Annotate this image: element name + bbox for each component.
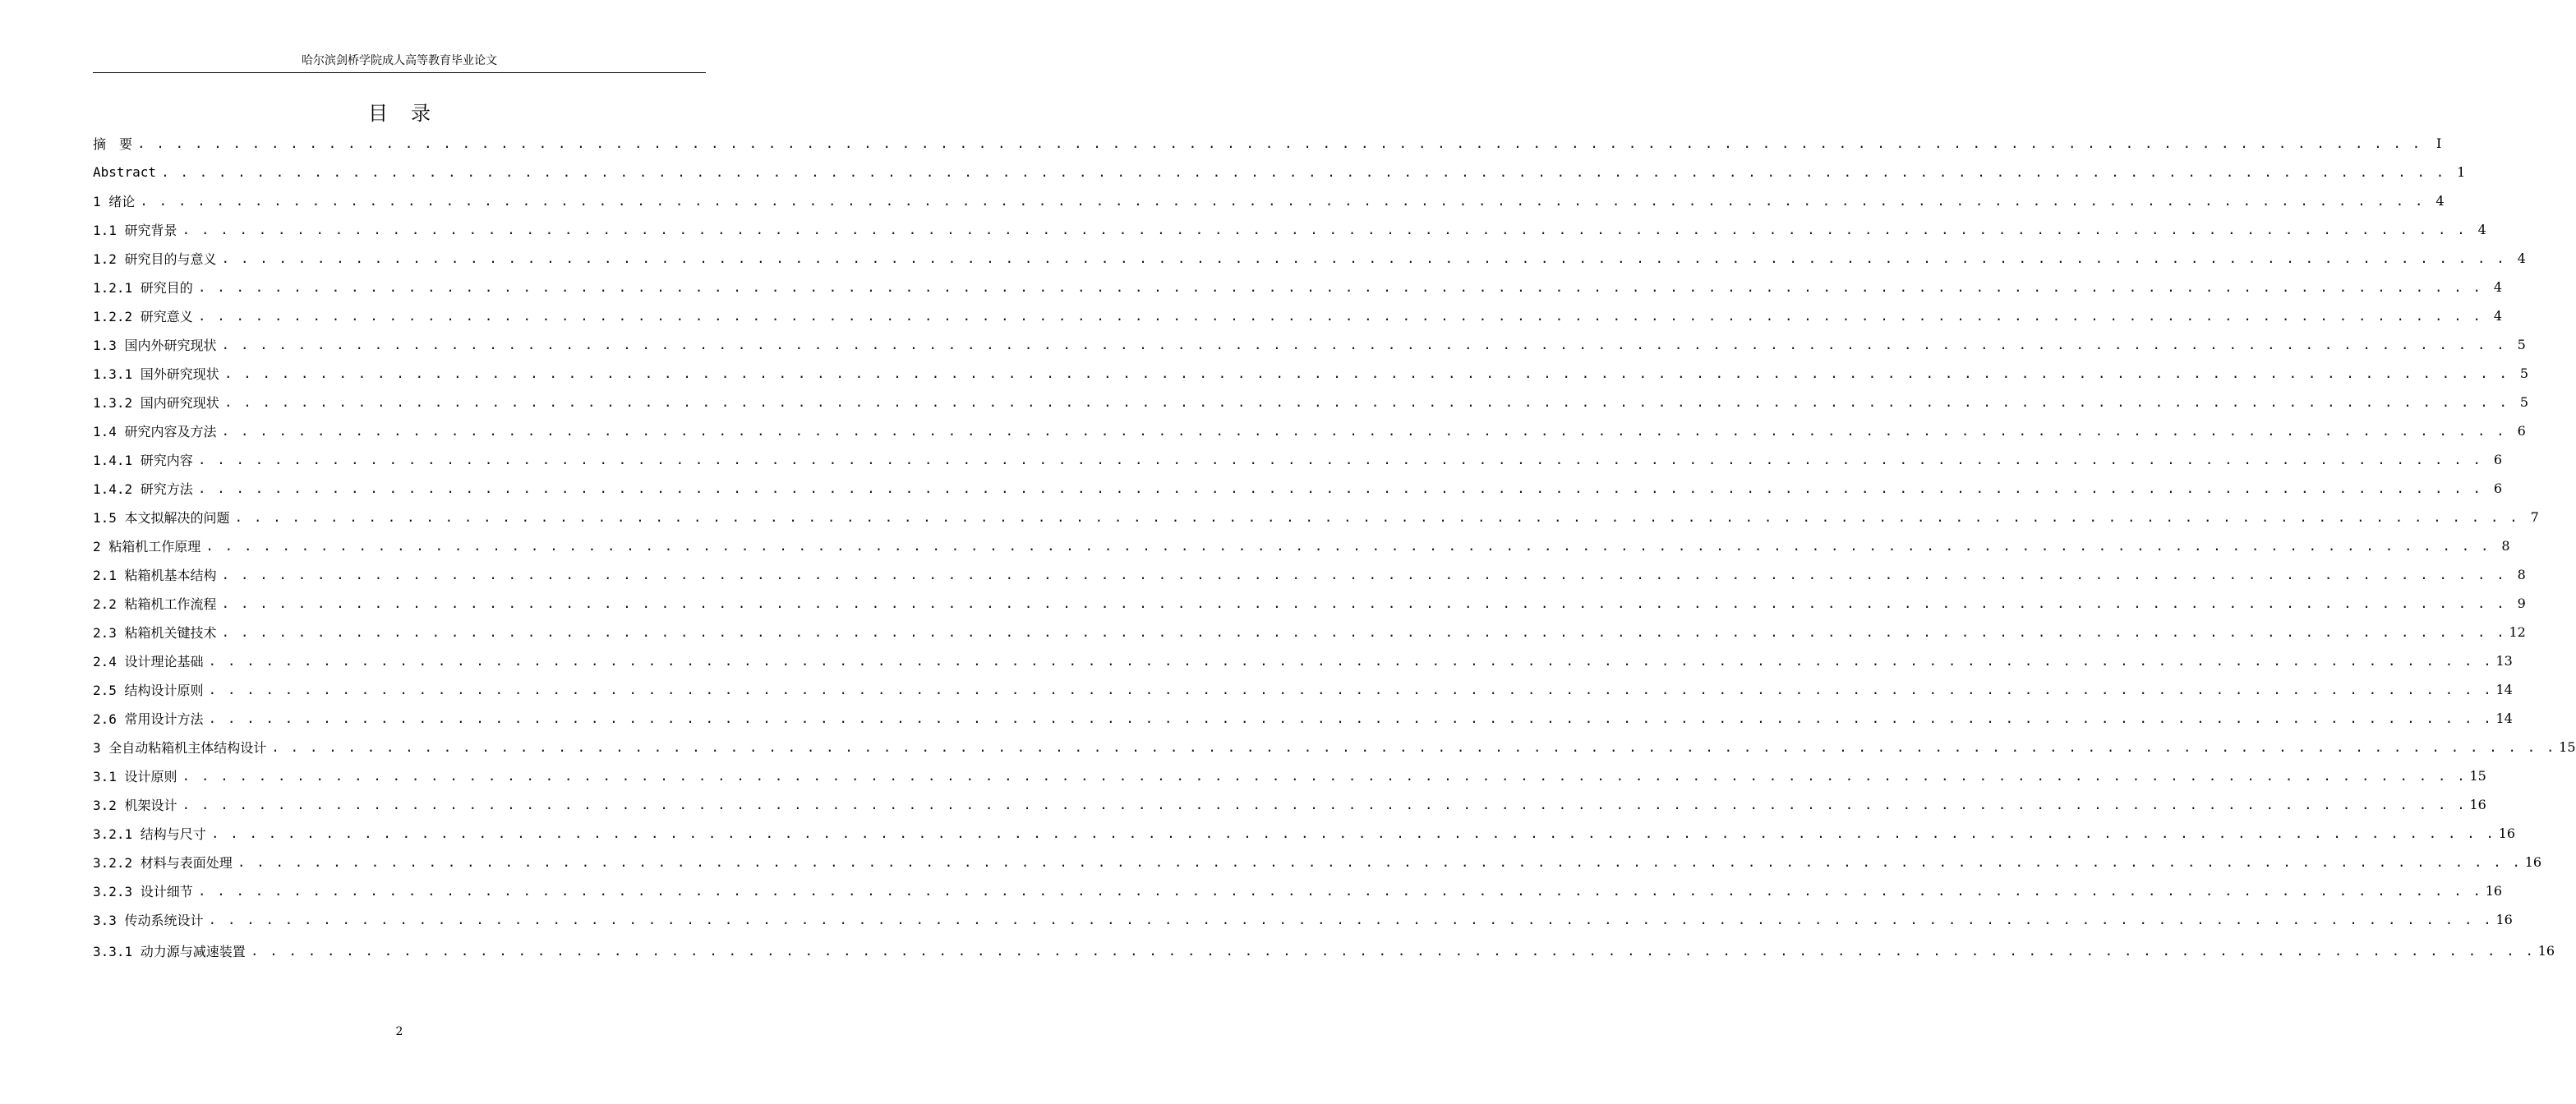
toc-entry-page: 6 [2493,452,2503,467]
toc-entry-label: 3.3.1 动力源与减速装置 [93,944,246,959]
toc-entry[interactable] [93,936,2555,965]
toc-entry-label: 1.1 研究背景 [93,223,177,238]
toc-entry-label: 3.2 机架设计 [93,798,177,813]
toc-entry[interactable] [93,186,2445,215]
toc-entry[interactable] [93,560,2526,589]
toc-entry[interactable] [93,244,2526,273]
toc-entry-page: 8 [2517,567,2526,582]
toc-leader-dots: . . . . . . . . . . . . . . . . . . . . . . . . . . . . . . . . . . . . . . . . . . . . . . . . . . . . . . . . . . . . . . . . . . . . . . . . . . . . . . . . . . . . . . . . . . . . . . . . . . . . . . . . . . . . . . . . . . . . . . . . [182,797,2467,812]
toc-entry[interactable] [93,129,2442,158]
toc-entry-page: 4 [2493,279,2503,295]
toc-entry-label: 1.2 研究目的与意义 [93,251,217,267]
toc-entry[interactable] [93,733,2576,761]
toc-entry[interactable] [93,273,2503,301]
toc-entry-label: 摘 要 [93,136,133,152]
toc-entry-page: 9 [2517,596,2526,611]
toc-leader-dots: . . . . . . . . . . . . . . . . . . . . . . . . . . . . . . . . . . . . . . . . . . . . . . . . . . . . . . . . . . . . . . . . . . . . . . . . . . . . . . . . . . . . . . . . . . . . . . . . . . . . . . . . . . . . . . . . . . . . . . . . [208,653,2493,669]
toc-entry-page: 5 [2517,337,2526,352]
toc-entry-page: 14 [2495,682,2513,697]
toc-leader-dots: . . . . . . . . . . . . . . . . . . . . . . . . . . . . . . . . . . . . . . . . . . . . . . . . . . . . . . . . . . . . . . . . . . . . . . . . . . . . . . . . . . . . . . . . . . . . . . . . . . . . . . . . . . . . . . . . . . . . . . . . [221,337,2506,352]
toc-leader-dots: . . . . . . . . . . . . . . . . . . . . . . . . . . . . . . . . . . . . . . . . . . . . . . . . . . . . . . . . . . . . . . . . . . . . . . . . . . . . . . . . . . . . . . . . . . . . . . . . . . . . . . . . . . . . . . . . . . . . . . . . [234,509,2519,525]
toc-entry[interactable] [93,876,2503,905]
toc-entry-page: 5 [2519,366,2529,381]
toc-entry[interactable] [93,790,2486,819]
toc-entry[interactable] [93,445,2503,474]
toc-entry[interactable] [93,359,2529,388]
toc-entry-page: 4 [2477,222,2486,237]
toc-entry[interactable] [93,646,2513,675]
toc-entry-label: 1.5 本文拟解决的问题 [93,510,230,526]
toc-entry-label: 1.2.1 研究目的 [93,280,193,296]
toc-entry[interactable] [93,416,2526,445]
toc-entry-page: 16 [2498,826,2516,841]
toc-entry[interactable] [93,301,2503,330]
toc-entry-label: 1.4.2 研究方法 [93,481,193,497]
toc-leader-dots: . . . . . . . . . . . . . . . . . . . . . . . . . . . . . . . . . . . . . . . . . . . . . . . . . . . . . . . . . . . . . . . . . . . . . . . . . . . . . . . . . . . . . . . . . . . . . . . . . . . . . . . . . . . . . . . . . . . . . . . . [205,538,2491,554]
toc-entry-page: 8 [2501,538,2510,554]
toc-leader-dots: . . . . . . . . . . . . . . . . . . . . . . . . . . . . . . . . . . . . . . . . . . . . . . . . . . . . . . . . . . . . . . . . . . . . . . . . . . . . . . . . . . . . . . . . . . . . . . . . . . . . . . . . . . . . . . . . . . . . . . . . [182,222,2467,237]
toc-title: 目录 [368,102,454,125]
toc-leader-dots: . . . . . . . . . . . . . . . . . . . . . . . . . . . . . . . . . . . . . . . . . . . . . . . . . . . . . . . . . . . . . . . . . . . . . . . . . . . . . . . . . . . . . . . . . . . . . . . . . . . . . . . . . . . . . . . . . . . . . . . . [197,279,2483,295]
toc-entry-label: 2.4 设计理论基础 [93,654,204,669]
toc-entry-label: 1.3.2 国内研究现状 [93,395,219,411]
toc-entry-label: Abstract [93,164,157,180]
toc-entry-page: 5 [2519,394,2529,410]
toc-leader-dots: . . . . . . . . . . . . . . . . . . . . . . . . . . . . . . . . . . . . . . . . . . . . . . . . . . . . . . . . . . . . . . . . . . . . . . . . . . . . . . . . . . . . . . . . . . . . . . . . . . . . . . . . . . . . . . . . . . . . . . . . [210,826,2496,841]
toc-leader-dots: . . . . . . . . . . . . . . . . . . . . . . . . . . . . . . . . . . . . . . . . . . . . . . . . . . . . . . . . . . . . . . . . . . . . . . . . . . . . . . . . . . . . . . . . . . . . . . . . . . . . . . . . . . . . . . . . . . . . . . . . [223,394,2509,410]
toc-entry-page: 16 [2495,912,2513,927]
toc-entry-label: 2 粘箱机工作原理 [93,539,201,554]
toc-entry-label: 3.2.1 结构与尺寸 [93,826,206,842]
page-number: 2 [395,1025,403,1038]
toc-entry-label: 2.6 常用设计方法 [93,711,204,727]
toc-entry-page: 14 [2495,711,2513,726]
toc-entry-page: 15 [2559,739,2576,755]
toc-entry[interactable] [93,388,2529,416]
toc-entry[interactable] [93,589,2526,618]
toc-entry-page: 16 [2485,883,2503,899]
toc-entry[interactable] [93,330,2526,359]
toc-leader-dots: . . . . . . . . . . . . . . . . . . . . . . . . . . . . . . . . . . . . . . . . . . . . . . . . . . . . . . . . . . . . . . . . . . . . . . . . . . . . . . . . . . . . . . . . . . . . . . . . . . . . . . . . . . . . . . . . . . . . . . . . [161,164,2446,180]
toc-leader-dots: . . . . . . . . . . . . . . . . . . . . . . . . . . . . . . . . . . . . . . . . . . . . . . . . . . . . . . . . . . . . . . . . . . . . . . . . . . . . . . . . . . . . . . . . . . . . . . . . . . . . . . . . . . . . . . . . . . . . . . . . [221,624,2506,640]
toc-entry-label: 1.3 国内外研究现状 [93,338,217,353]
toc-entry-label: 1.2.2 研究意义 [93,309,193,324]
toc-entry-label: 3 全自动粘箱机主体结构设计 [93,740,267,756]
toc-entry[interactable] [93,905,2513,934]
toc-entry-page: 4 [2493,308,2503,324]
toc-entry-page: 16 [2537,943,2555,959]
toc-entry-page: 4 [2435,193,2445,209]
toc-entry[interactable] [93,474,2503,503]
toc-entry-page: 12 [2509,624,2526,640]
toc-entry-label: 1.4 研究内容及方法 [93,424,217,439]
toc-entry[interactable] [93,675,2513,704]
toc-entry[interactable] [93,848,2542,876]
toc-entry[interactable] [93,158,2466,186]
toc-leader-dots: . . . . . . . . . . . . . . . . . . . . . . . . . . . . . . . . . . . . . . . . . . . . . . . . . . . . . . . . . . . . . . . . . . . . . . . . . . . . . . . . . . . . . . . . . . . . . . . . . . . . . . . . . . . . . . . . . . . . . . . . [271,739,2556,755]
toc-entry[interactable] [93,704,2513,733]
toc-entry-page: 16 [2524,854,2542,870]
toc-entry-label: 2.5 结构设计原则 [93,683,204,698]
toc-entry-page: 15 [2469,768,2486,784]
toc-entry-page: 6 [2517,423,2526,439]
toc-leader-dots: . . . . . . . . . . . . . . . . . . . . . . . . . . . . . . . . . . . . . . . . . . . . . . . . . . . . . . . . . . . . . . . . . . . . . . . . . . . . . . . . . . . . . . . . . . . . . . . . . . . . . . . . . . . . . . . . . . . . . . . . [223,366,2509,381]
toc-entry-page: 4 [2517,251,2526,266]
toc-leader-dots: . . . . . . . . . . . . . . . . . . . . . . . . . . . . . . . . . . . . . . . . . . . . . . . . . . . . . . . . . . . . . . . . . . . . . . . . . . . . . . . . . . . . . . . . . . . . . . . . . . . . . . . . . . . . . . . . . . . . . . . . [197,452,2483,467]
toc-entry[interactable] [93,761,2486,790]
toc-entry[interactable] [93,215,2486,244]
toc-entry-label: 2.1 粘箱机基本结构 [93,568,217,583]
toc-leader-dots: . . . . . . . . . . . . . . . . . . . . . . . . . . . . . . . . . . . . . . . . . . . . . . . . . . . . . . . . . . . . . . . . . . . . . . . . . . . . . . . . . . . . . . . . . . . . . . . . . . . . . . . . . . . . . . . . . . . . . . . . [208,912,2493,927]
running-header: 哈尔滨剑桥学院成人高等教育毕业论文 [302,54,497,67]
toc-leader-dots: . . . . . . . . . . . . . . . . . . . . . . . . . . . . . . . . . . . . . . . . . . . . . . . . . . . . . . . . . . . . . . . . . . . . . . . . . . . . . . . . . . . . . . . . . . . . . . . . . . . . . . . . . . . . . . . . . . . . . . . . [221,423,2506,439]
table-of-contents [93,129,2576,965]
toc-entry-label: 1.4.1 研究内容 [93,453,193,468]
toc-leader-dots: . . . . . . . . . . . . . . . . . . . . . . . . . . . . . . . . . . . . . . . . . . . . . . . . . . . . . . . . . . . . . . . . . . . . . . . . . . . . . . . . . . . . . . . . . . . . . . . . . . . . . . . . . . . . . . . . . . . . . . . . [208,711,2493,726]
toc-entry-label: 2.3 粘箱机关键技术 [93,625,217,641]
toc-entry-label: 1.3.1 国外研究现状 [93,366,219,382]
toc-leader-dots: . . . . . . . . . . . . . . . . . . . . . . . . . . . . . . . . . . . . . . . . . . . . . . . . . . . . . . . . . . . . . . . . . . . . . . . . . . . . . . . . . . . . . . . . . . . . . . . . . . . . . . . . . . . . . . . . . . . . . . . . [137,136,2422,151]
toc-entry-page: 6 [2493,481,2503,496]
toc-entry-label: 2.2 粘箱机工作流程 [93,596,217,612]
toc-entry-label: 1 绪论 [93,194,136,209]
toc-entry-label: 3.2.2 材料与表面处理 [93,855,233,871]
toc-entry-page: 13 [2495,653,2513,669]
toc-entry-label: 3.2.3 设计细节 [93,884,193,899]
toc-leader-dots: . . . . . . . . . . . . . . . . . . . . . . . . . . . . . . . . . . . . . . . . . . . . . . . . . . . . . . . . . . . . . . . . . . . . . . . . . . . . . . . . . . . . . . . . . . . . . . . . . . . . . . . . . . . . . . . . . . . . . . . . [197,481,2483,496]
toc-entry-page: 1 [2457,164,2466,180]
toc-leader-dots: . . . . . . . . . . . . . . . . . . . . . . . . . . . . . . . . . . . . . . . . . . . . . . . . . . . . . . . . . . . . . . . . . . . . . . . . . . . . . . . . . . . . . . . . . . . . . . . . . . . . . . . . . . . . . . . . . . . . . . . . [237,854,2523,870]
toc-entry-label: 3.3 传动系统设计 [93,913,204,928]
toc-leader-dots: . . . . . . . . . . . . . . . . . . . . . . . . . . . . . . . . . . . . . . . . . . . . . . . . . . . . . . . . . . . . . . . . . . . . . . . . . . . . . . . . . . . . . . . . . . . . . . . . . . . . . . . . . . . . . . . . . . . . . . . . [221,567,2506,582]
toc-entry-page: 7 [2530,509,2539,525]
toc-leader-dots: . . . . . . . . . . . . . . . . . . . . . . . . . . . . . . . . . . . . . . . . . . . . . . . . . . . . . . . . . . . . . . . . . . . . . . . . . . . . . . . . . . . . . . . . . . . . . . . . . . . . . . . . . . . . . . . . . . . . . . . . [197,308,2483,324]
toc-entry-page: 16 [2469,797,2486,812]
toc-entry[interactable] [93,819,2516,848]
toc-entry[interactable] [93,618,2526,646]
toc-leader-dots: . . . . . . . . . . . . . . . . . . . . . . . . . . . . . . . . . . . . . . . . . . . . . . . . . . . . . . . . . . . . . . . . . . . . . . . . . . . . . . . . . . . . . . . . . . . . . . . . . . . . . . . . . . . . . . . . . . . . . . . . [208,682,2493,697]
toc-leader-dots: . . . . . . . . . . . . . . . . . . . . . . . . . . . . . . . . . . . . . . . . . . . . . . . . . . . . . . . . . . . . . . . . . . . . . . . . . . . . . . . . . . . . . . . . . . . . . . . . . . . . . . . . . . . . . . . . . . . . . . . . [250,943,2536,959]
toc-entry[interactable] [93,503,2539,531]
toc-leader-dots: . . . . . . . . . . . . . . . . . . . . . . . . . . . . . . . . . . . . . . . . . . . . . . . . . . . . . . . . . . . . . . . . . . . . . . . . . . . . . . . . . . . . . . . . . . . . . . . . . . . . . . . . . . . . . . . . . . . . . . . . [197,883,2483,899]
toc-leader-dots: . . . . . . . . . . . . . . . . . . . . . . . . . . . . . . . . . . . . . . . . . . . . . . . . . . . . . . . . . . . . . . . . . . . . . . . . . . . . . . . . . . . . . . . . . . . . . . . . . . . . . . . . . . . . . . . . . . . . . . . . [221,251,2506,266]
toc-leader-dots: . . . . . . . . . . . . . . . . . . . . . . . . . . . . . . . . . . . . . . . . . . . . . . . . . . . . . . . . . . . . . . . . . . . . . . . . . . . . . . . . . . . . . . . . . . . . . . . . . . . . . . . . . . . . . . . . . . . . . . . . [221,596,2506,611]
header-divider [93,72,706,73]
toc-entry-page: I [2435,136,2442,151]
toc-entry[interactable] [93,531,2510,560]
toc-leader-dots: . . . . . . . . . . . . . . . . . . . . . . . . . . . . . . . . . . . . . . . . . . . . . . . . . . . . . . . . . . . . . . . . . . . . . . . . . . . . . . . . . . . . . . . . . . . . . . . . . . . . . . . . . . . . . . . . . . . . . . . . [140,193,2425,209]
toc-entry-label: 3.1 设计原则 [93,769,177,784]
toc-leader-dots: . . . . . . . . . . . . . . . . . . . . . . . . . . . . . . . . . . . . . . . . . . . . . . . . . . . . . . . . . . . . . . . . . . . . . . . . . . . . . . . . . . . . . . . . . . . . . . . . . . . . . . . . . . . . . . . . . . . . . . . . [182,768,2467,784]
